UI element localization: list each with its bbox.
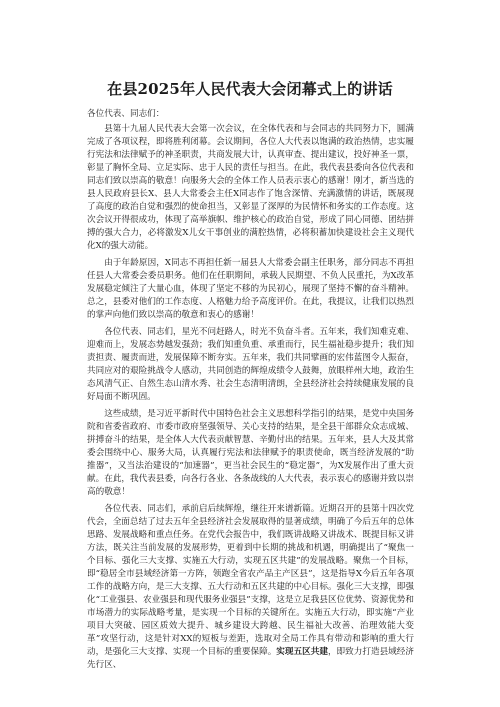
paragraph-1: 县第十九届人民代表大会第一次会议，在全体代表和与会同志的共同努力下，圆满完成了各项议程，即将胜利闭幕。会议期间，各位人大代表以饱满的政治热情，忠实履行宪法和法律赋予的神圣职责，共商发展大计，认真审查、提出建议，投好神圣一票，彰显了胸怀全局、立足实际、忠于人民的责任与担当。在此，我代表县委向各位代表和同志们致以崇高的敬意！向服务大会的全体工作人员表示衷心的感谢！刚才，新当选的县人民政府县长X、县人大常委会主任X同志作了饱含深情、充满激情的讲话，既展现了高度的政治自觉和强烈的使命担当，又彰显了深厚的为民情怀和务实的工作态度。这次会议开得很成功，体现了高举旗帜、维护核心的政治自觉，形成了同心同德、团结拼搏的强大合力，必将激发X儿女干事创业的满腔热情，必将积蓄加快建设社会主义现代化X的强大动能。 [87,124,414,251]
document-title: 在县2025年人民代表大会闭幕式上的讲话 [107,80,393,98]
paragraph-2: 由于年龄原因，X同志不再担任新一届县人大常委会副主任职务，部分同志不再担任县人大常委会委员职务。他们在任职期间，承载人民期望、不负人民重托，为X改革发展稳定倾注了大量心血，体现了坚定不移的为民初心，展现了坚持不懈的奋斗精神。总之，县委对他们的工作态度、人格魅力给予高度评价。在此，我提议，让我们以热烈的掌声向他们致以崇高的敬意和衷心的感谢！ [87,258,414,320]
bold-phrase: 实现五区共建 [276,647,328,657]
paragraph-5-tail: ，即致力打造县域经济先行区、 [87,647,414,670]
paragraph-5-main: 各位代表、同志们，承前启后续辉煌，继往开来谱新篇。近期召开的县第十四次党代会，全面总结了过去五年全县经济社会发展取得的显著成绩，明确了今后五年的总体思路、发展战略和重点任务。在党代会报告中，我们既讲战略又讲战术、既提目标又讲方法，既关注当前发展的发展形势，更着到中长期的挑战和机遇，明确提出了“聚焦一个目标、强化三大支撑、实施五大行动，实现五区共建”的发展战略。聚焦一个目标，即“稳居全市县域经济第一方阵，领跑全省农产品主产区县”，这是指导X今后五年各项工作的战略方向，是三大支撑、五大行动和五区共建的中心目标。强化三大支撑，即强化“工业强县、农业强县和现代服务业强县”支撑，这是立足我县区位优势、资源优势和市场潜力的实际战略考量，是实现一个目标的关键所在。实施五大行动，即实施“产业项目大突破、园区质效大提升、城乡建设大跨越、民生福祉大改善、治理效能大变革”攻坚行动，这是针对XX的短板与差距，选取对全局工作具有带动和影响的重大行动，是强化三大支撑、实现一个目标的重要保障。 [87,504,414,657]
paragraph-4: 这些成绩，是习近平新时代中国特色社会主义思想科学指引的结果，是党中央国务院和省委省政府、市委市政府坚强领导、关心支持的结果，是全县干部群众众志成城、拼搏奋斗的结果，是全体人大代表贡献智慧、辛勤付出的结果。五年来，县人大及其常委会围绕中心、服务大局，认真履行宪法和法律赋予的职责使命，既当经济发展的“助推器”，又当法治建设的“加速器”，更当社会民生的“稳定器”，为X发展作出了重大贡献。在此，我代表县委，向各行各业、各条战线的人大代表，表示衷心的感谢并致以崇高的敬意！ [87,409,414,497]
salutation: 各位代表、同志们： [87,109,165,119]
document-body [87,108,414,676]
paragraph-3: 各位代表、同志们，星光不问赶路人，时光不负奋斗者。五年来，我们知难克难、迎难而上，发展态势越发强劲；我们知重负重、承重而行，民生福祉稳步提升；我们知责担责、履责而进，发展保障不断夯实。五年来，我们共同擘画的宏伟蓝图令人振奋，共同应对的艰险挑战令人感动，共同创造的辉煌成绩令人鼓舞，放眼样州大地，政治生态风清气正、自然生态山清水秀、社会生态清明清朗，全县经济社会持续健康发展的良好局面不断巩固。 [87,327,414,402]
paragraph-5 [87,503,414,672]
